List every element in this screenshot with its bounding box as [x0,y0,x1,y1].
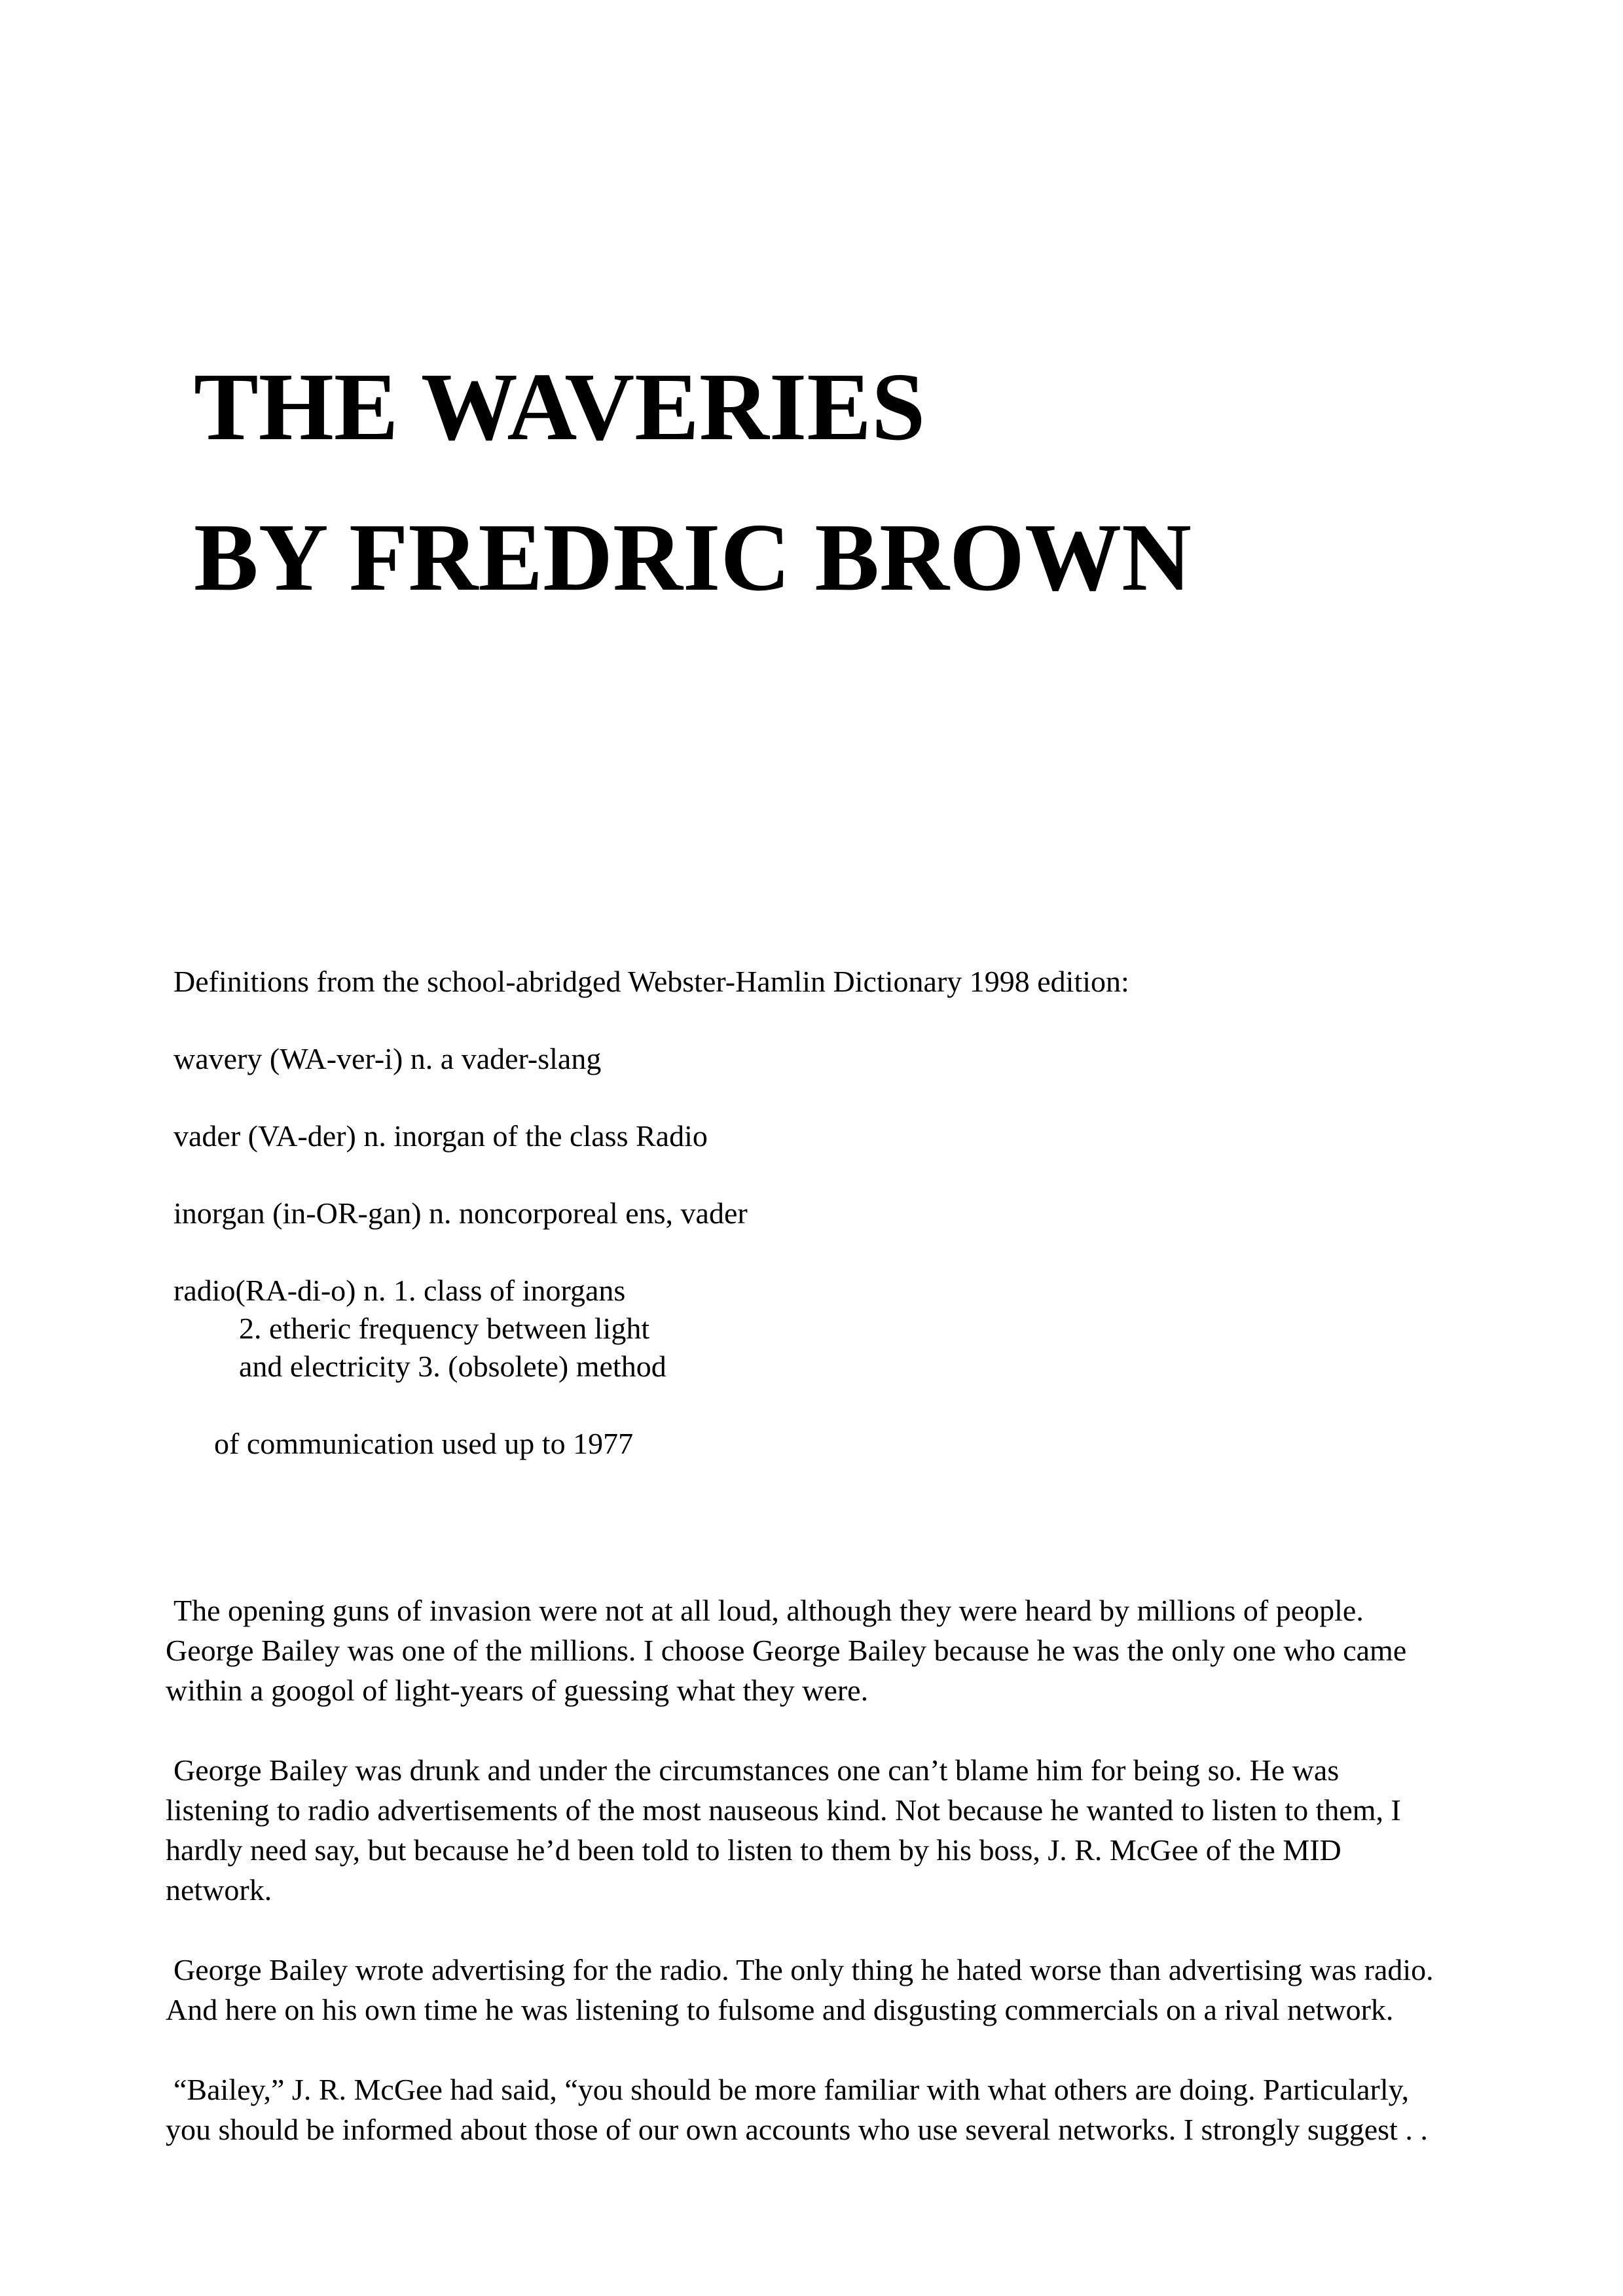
definition-radio-sense-2: 2. etheric frequency between light [239,1312,650,1345]
paragraph: George Bailey wrote advertising for the radio. The only thing he hated worse than advertising was radio. And here on his own time he was listening to fulsome and disgusting commercials on a rival network. [166,1953,1434,2026]
definition-inorgan: inorgan (in-OR-gan) n. noncorporeal ens, vader [173,1196,748,1230]
paragraph: “Bailey,” J. R. McGee had said, “you should be more familiar with what others are doing. Particularly, you should be informed about those of our own accounts who use several networks. I strongly suggest . . [166,2073,1428,2146]
definition-radio-sense-3-cont: of communication used up to 1977 [214,1427,634,1460]
definition-radio: radio(RA-di-o) n. 1. class of inorgans [173,1274,626,1307]
story-author: BY FREDRIC BROWN [194,504,1192,611]
definition-radio-sense-3: and electricity 3. (obsolete) method [239,1350,666,1383]
paragraph: George Bailey was drunk and under the circumstances one can’t blame him for being so. He was listening to radio advertisements of the most nauseous kind. Not because he wanted to listen to them, I hardly need say, but because he’d been told to listen to them by his boss, J. R. McGee of the MID network. [166,1753,1401,1907]
definitions-intro: Definitions from the school-abridged Webster-Hamlin Dictionary 1998 edition: [173,965,1129,998]
story-body [166,1590,1475,2189]
story-title: THE WAVERIES [194,353,926,461]
definition-wavery: wavery (WA-ver-i) n. a vader-slang [173,1042,602,1075]
definition-vader: vader (VA-der) n. inorgan of the class Radio [173,1119,708,1153]
paragraph: The opening guns of invasion were not at all loud, although they were heard by millions of people. George Bailey was one of the millions. I choose George Bailey because he was the only one who came within a googol of light-years of guessing what they were. [166,1594,1407,1707]
